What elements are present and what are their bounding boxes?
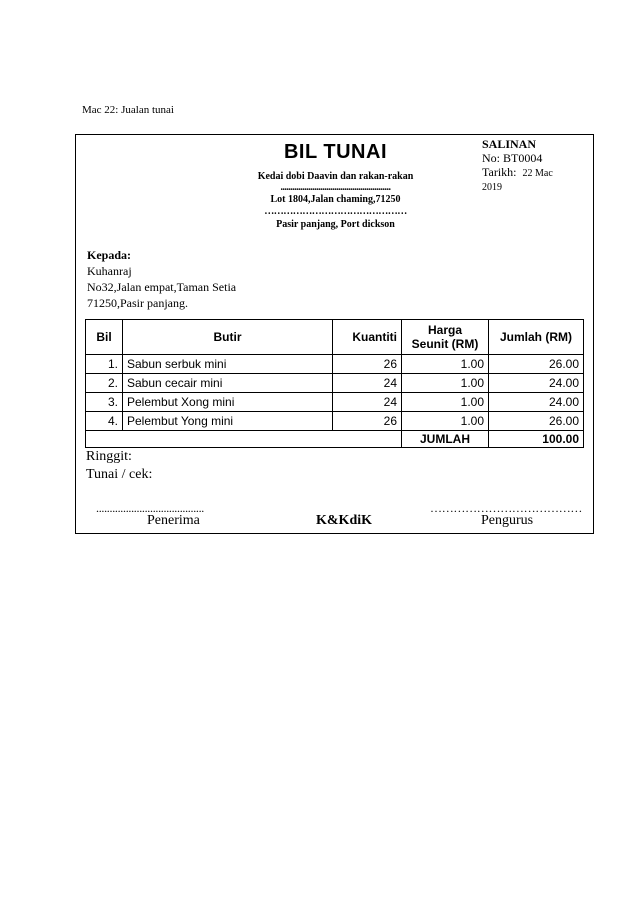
recipient-name: Kuhanraj: [87, 264, 132, 278]
copy-label: SALINAN: [482, 137, 537, 151]
date-day-month: 22 Mac: [522, 168, 553, 179]
recipient-address-2: 71250,Pasir panjang.: [87, 296, 188, 310]
header-butir: Butir: [123, 320, 333, 355]
total-spacer: [86, 431, 402, 448]
page-heading: Mac 22: Jualan tunai: [82, 104, 174, 116]
header-harga-line-1: Harga: [427, 323, 462, 337]
row-harga: 1.00: [402, 393, 489, 412]
recipient: [87, 247, 236, 311]
row-bil: 3.: [86, 393, 123, 412]
receiver-label: Penerima: [147, 513, 200, 528]
bill-date: [482, 165, 553, 181]
shop-dots-line-2: ………………………………………: [264, 206, 407, 217]
table-row: [86, 355, 584, 374]
row-jumlah: 26.00: [489, 355, 584, 374]
table-row: [86, 412, 584, 431]
table-header-row: [86, 320, 584, 355]
total-label: JUMLAH: [402, 431, 489, 448]
manager-signature-line: …………………………………: [430, 501, 583, 515]
recipient-address-1: No32,Jalan empat,Taman Setia: [87, 280, 237, 294]
row-kuantiti: 26: [333, 412, 402, 431]
total-value: 100.00: [489, 431, 584, 448]
shop-name: Kedai dobi Daavin dan rakan-rakan: [257, 171, 414, 182]
payment-info: [86, 448, 152, 484]
date-year: 2019: [482, 182, 502, 193]
row-kuantiti: 24: [333, 374, 402, 393]
receiver-signature-line: ........................................: [96, 501, 205, 515]
row-kuantiti: 26: [333, 355, 402, 374]
items-table: [85, 319, 584, 448]
header-jumlah: Jumlah (RM): [489, 320, 584, 355]
cash-bill: [75, 134, 594, 534]
manager-label: Pengurus: [481, 513, 534, 528]
table-row: [86, 374, 584, 393]
copy-info: [482, 137, 553, 195]
total-row: [86, 431, 584, 448]
row-butir: Sabun cecair mini: [123, 374, 333, 393]
row-butir: Sabun serbuk mini: [123, 355, 333, 374]
table-row: [86, 393, 584, 412]
row-bil: 2.: [86, 374, 123, 393]
recipient-label: Kepada:: [87, 248, 132, 262]
row-harga: 1.00: [402, 412, 489, 431]
row-jumlah: 26.00: [489, 412, 584, 431]
date-label: Tarikh:: [482, 165, 517, 179]
row-bil: 4.: [86, 412, 123, 431]
bill-title: BIL TUNAI: [283, 141, 387, 163]
row-bil: 1.: [86, 355, 123, 374]
row-kuantiti: 24: [333, 393, 402, 412]
header-kuantiti: Kuantiti: [333, 320, 402, 355]
row-harga: 1.00: [402, 374, 489, 393]
ringgit-label: Ringgit:: [86, 449, 132, 464]
header-harga: [402, 320, 489, 355]
row-butir: Pelembut Yong mini: [123, 412, 333, 431]
bill-number: No: BT0004: [482, 151, 543, 165]
shop-dots-line: .......................................................: [280, 182, 391, 193]
shop-address-line-1: Lot 1804,Jalan chaming,71250: [270, 194, 401, 205]
shop-address-line-2: Pasir panjang, Port dickson: [276, 219, 395, 230]
row-jumlah: 24.00: [489, 374, 584, 393]
header-bil: Bil: [86, 320, 123, 355]
company-name: K&KdiK: [316, 513, 373, 528]
row-jumlah: 24.00: [489, 393, 584, 412]
row-butir: Pelembut Xong mini: [123, 393, 333, 412]
header-harga-line-2: Seunit (RM): [411, 337, 479, 351]
row-harga: 1.00: [402, 355, 489, 374]
payment-method-label: Tunai / cek:: [86, 467, 153, 482]
